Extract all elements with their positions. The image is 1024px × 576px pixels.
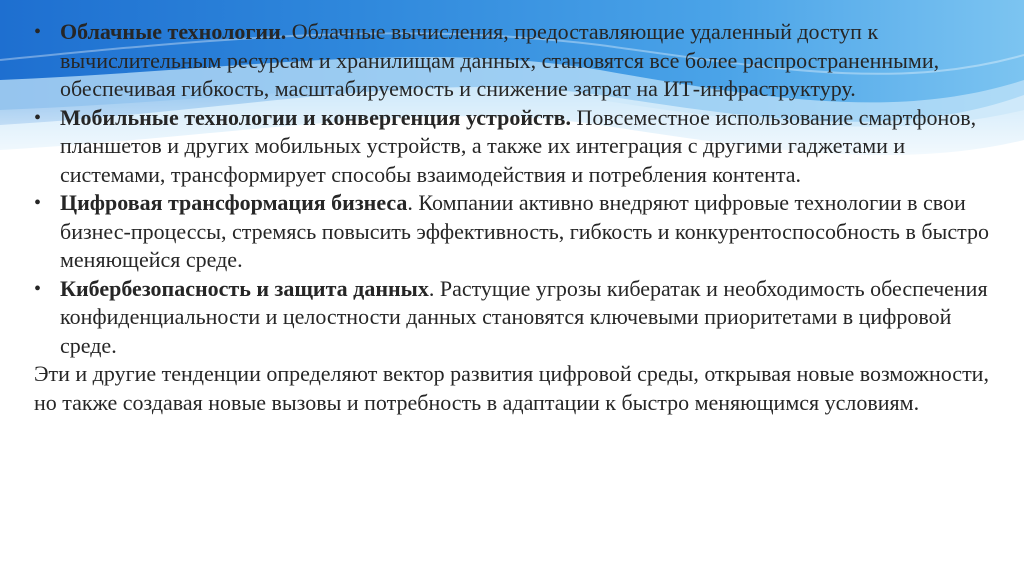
slide-content: [34, 18, 1004, 417]
bullet-marker: •: [34, 106, 42, 129]
bullet-marker: •: [34, 277, 42, 300]
bullet-item-cybersecurity: [34, 275, 1004, 361]
bullet-text: . Растущие угрозы кибератак и необходимость обеспечения конфиденциальности и целостности данных становятся ключевыми приоритетами в цифровой среде.: [60, 275, 988, 358]
bullet-marker: •: [34, 21, 42, 43]
bullet-text: . Компании активно внедряют цифровые технологии в свои бизнес-процессы, стремясь повысить эффективность, гибкость и конкурентоспособность в быстро меняющейся среде.: [60, 190, 989, 272]
bullet-term: Цифровая трансформация бизнеса: [60, 190, 408, 215]
bullet-text: Облачные вычисления, предоставляющие удаленный доступ к вычислительным ресурсам и хранилищам данных, становятся все более распространенными, обеспечивая гибкость, масштабируемость и снижение затрат на ИТ-инфраструктуру.: [60, 19, 940, 101]
bullet-item-digital-transformation: [34, 189, 1004, 275]
conclusion-paragraph: Эти и другие тенденции определяют вектор развития цифровой среды, открывая новые возможности, но также создавая новые вызовы и потребность в адаптации к быстро меняющимся условиям.: [34, 361, 989, 415]
bullet-term: Мобильные технологии и конвергенция устройств.: [60, 104, 571, 130]
bullet-term: Кибербезопасность и защита данных: [60, 275, 429, 301]
bullet-text: Повсеместное использование смартфонов, планшетов и других мобильных устройств, а также их интеграция с другими гаджетами и системами, трансформирует способы взаимодействия и потребления контента.: [60, 104, 977, 187]
bullet-list: [34, 18, 1004, 360]
bullet-item-mobile: [34, 104, 1004, 190]
bullet-term: Облачные технологии.: [60, 19, 287, 44]
bullet-item-cloud: [34, 18, 1004, 104]
bullet-marker: •: [34, 192, 42, 214]
